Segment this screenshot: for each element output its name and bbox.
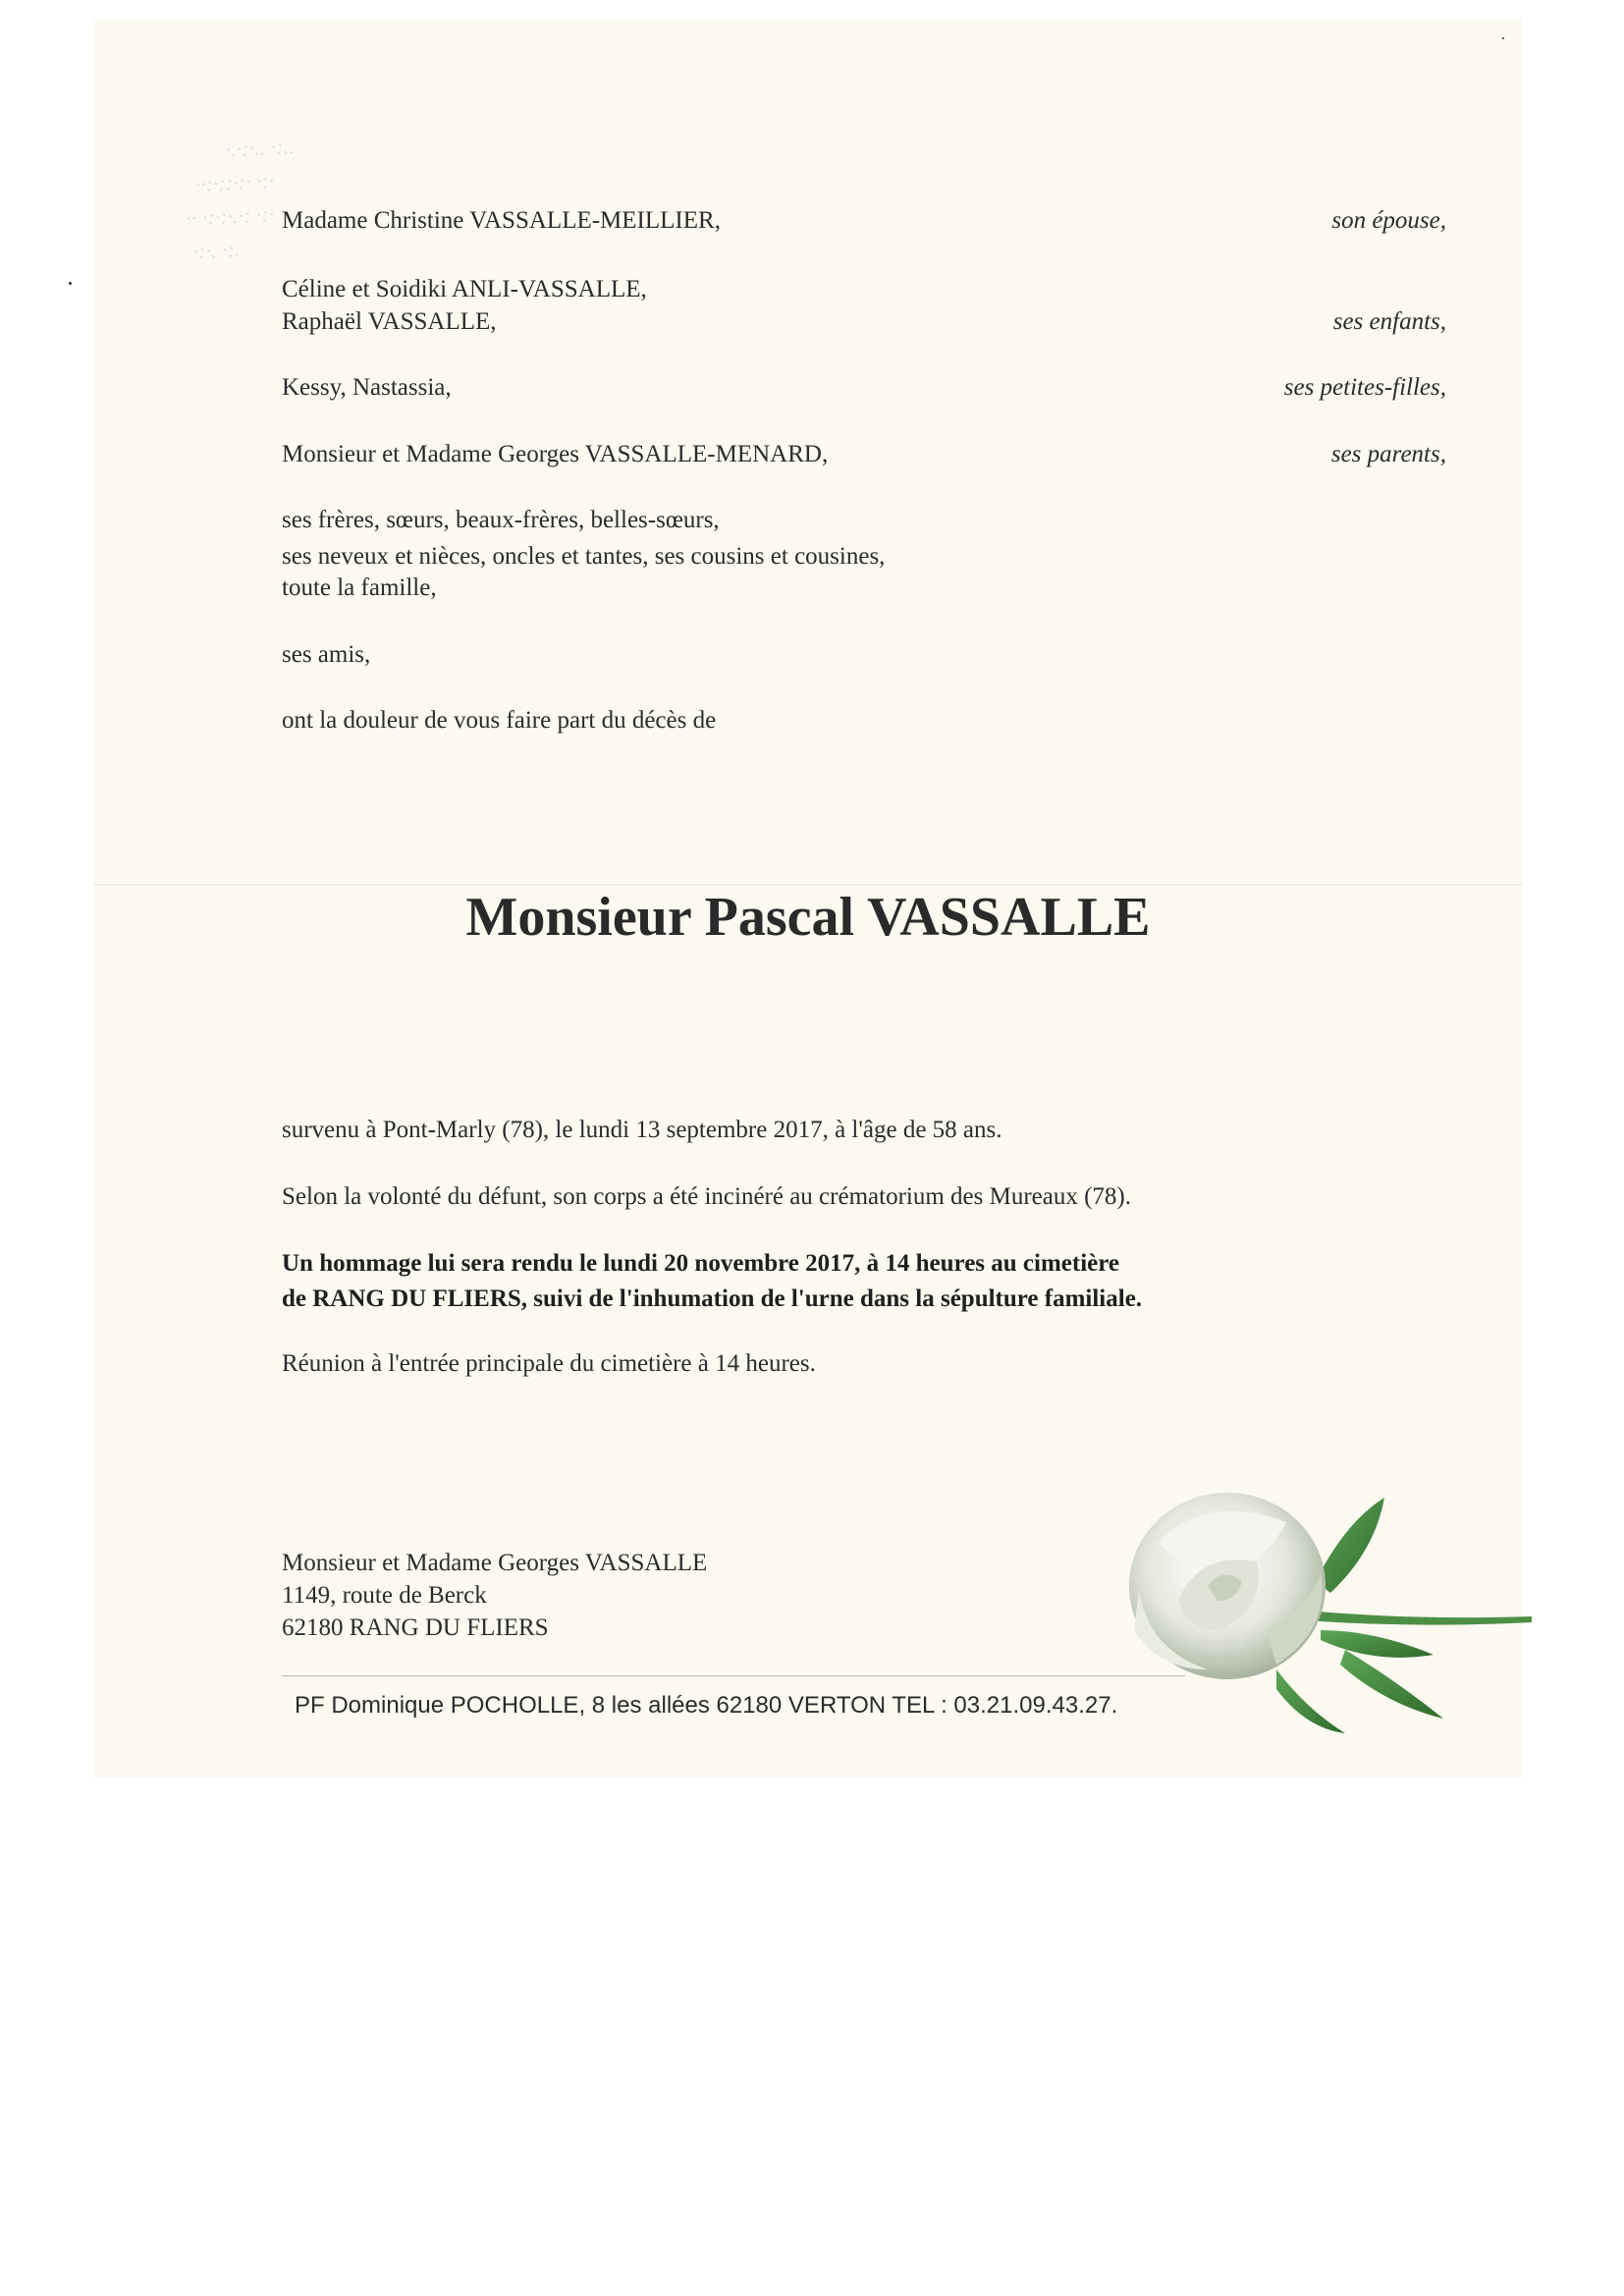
relatives-line-2: ses neveux et nièces, oncles et tantes, ses cousins et cousines, [282,543,886,570]
address-line-1: Monsieur et Madame Georges VASSALLE [282,1550,708,1576]
relatives-line-1: ses frères, sœurs, beaux-frères, belles-sœurs, [282,507,720,533]
relation-granddaughters: ses petites-filles, [1283,374,1446,401]
death-details: survenu à Pont-Marly (78), le lundi 13 septembre 2017, à l'âge de 58 ans. [282,1117,1002,1143]
footer-rule [282,1675,1185,1676]
family-line-granddaughters: Kessy, Nastassia, [282,374,452,401]
funeral-home-info: PF Dominique POCHOLLE, 8 les allées 62180 VERTON TEL : 03.21.09.43.27. [295,1692,1118,1719]
relatives-line-3: toute la famille, [282,574,437,601]
meeting-details: Réunion à l'entrée principale du cimetière à 14 heures. [282,1350,816,1377]
tribute-line-2: de RANG DU FLIERS, suivi de l'inhumation de l'urne dans la sépulture familiale. [282,1285,1143,1312]
family-line-child-1: Céline et Soidiki ANLI-VASSALLE, [282,276,647,302]
paper-speck [69,282,72,285]
tribute-line-1: Un hommage lui sera rendu le lundi 20 novembre 2017, à 14 heures au cimetière [282,1250,1119,1277]
paper-speck [1502,37,1504,39]
family-line-child-2: Raphaël VASSALLE, [282,308,497,335]
deceased-name: Monsieur Pascal VASSALLE [465,887,1151,948]
cremation-details: Selon la volonté du défunt, son corps a été incinéré au crématorium des Mureaux (78). [282,1183,1132,1210]
faded-stamp: ·.·:·.. ·:.. ··:·::·:· ·:· ·· ·:·:·.·: ·:· ·:·. ·:. [182,134,295,264]
family-line-wife: Madame Christine VASSALLE-MEILLIER, [282,207,721,234]
relation-children: ses enfants, [1332,308,1446,335]
white-rose-icon [1119,1483,1532,1738]
friends-line: ses amis, [282,641,371,668]
announcement-line: ont la douleur de vous faire part du décès de [282,707,717,734]
relation-parents: ses parents, [1330,441,1446,467]
address-line-2: 1149, route de Berck [282,1582,487,1609]
family-line-parents: Monsieur et Madame Georges VASSALLE-MENARD, [282,441,829,467]
relation-wife: son épouse, [1331,207,1446,234]
address-line-3: 62180 RANG DU FLIERS [282,1614,549,1641]
